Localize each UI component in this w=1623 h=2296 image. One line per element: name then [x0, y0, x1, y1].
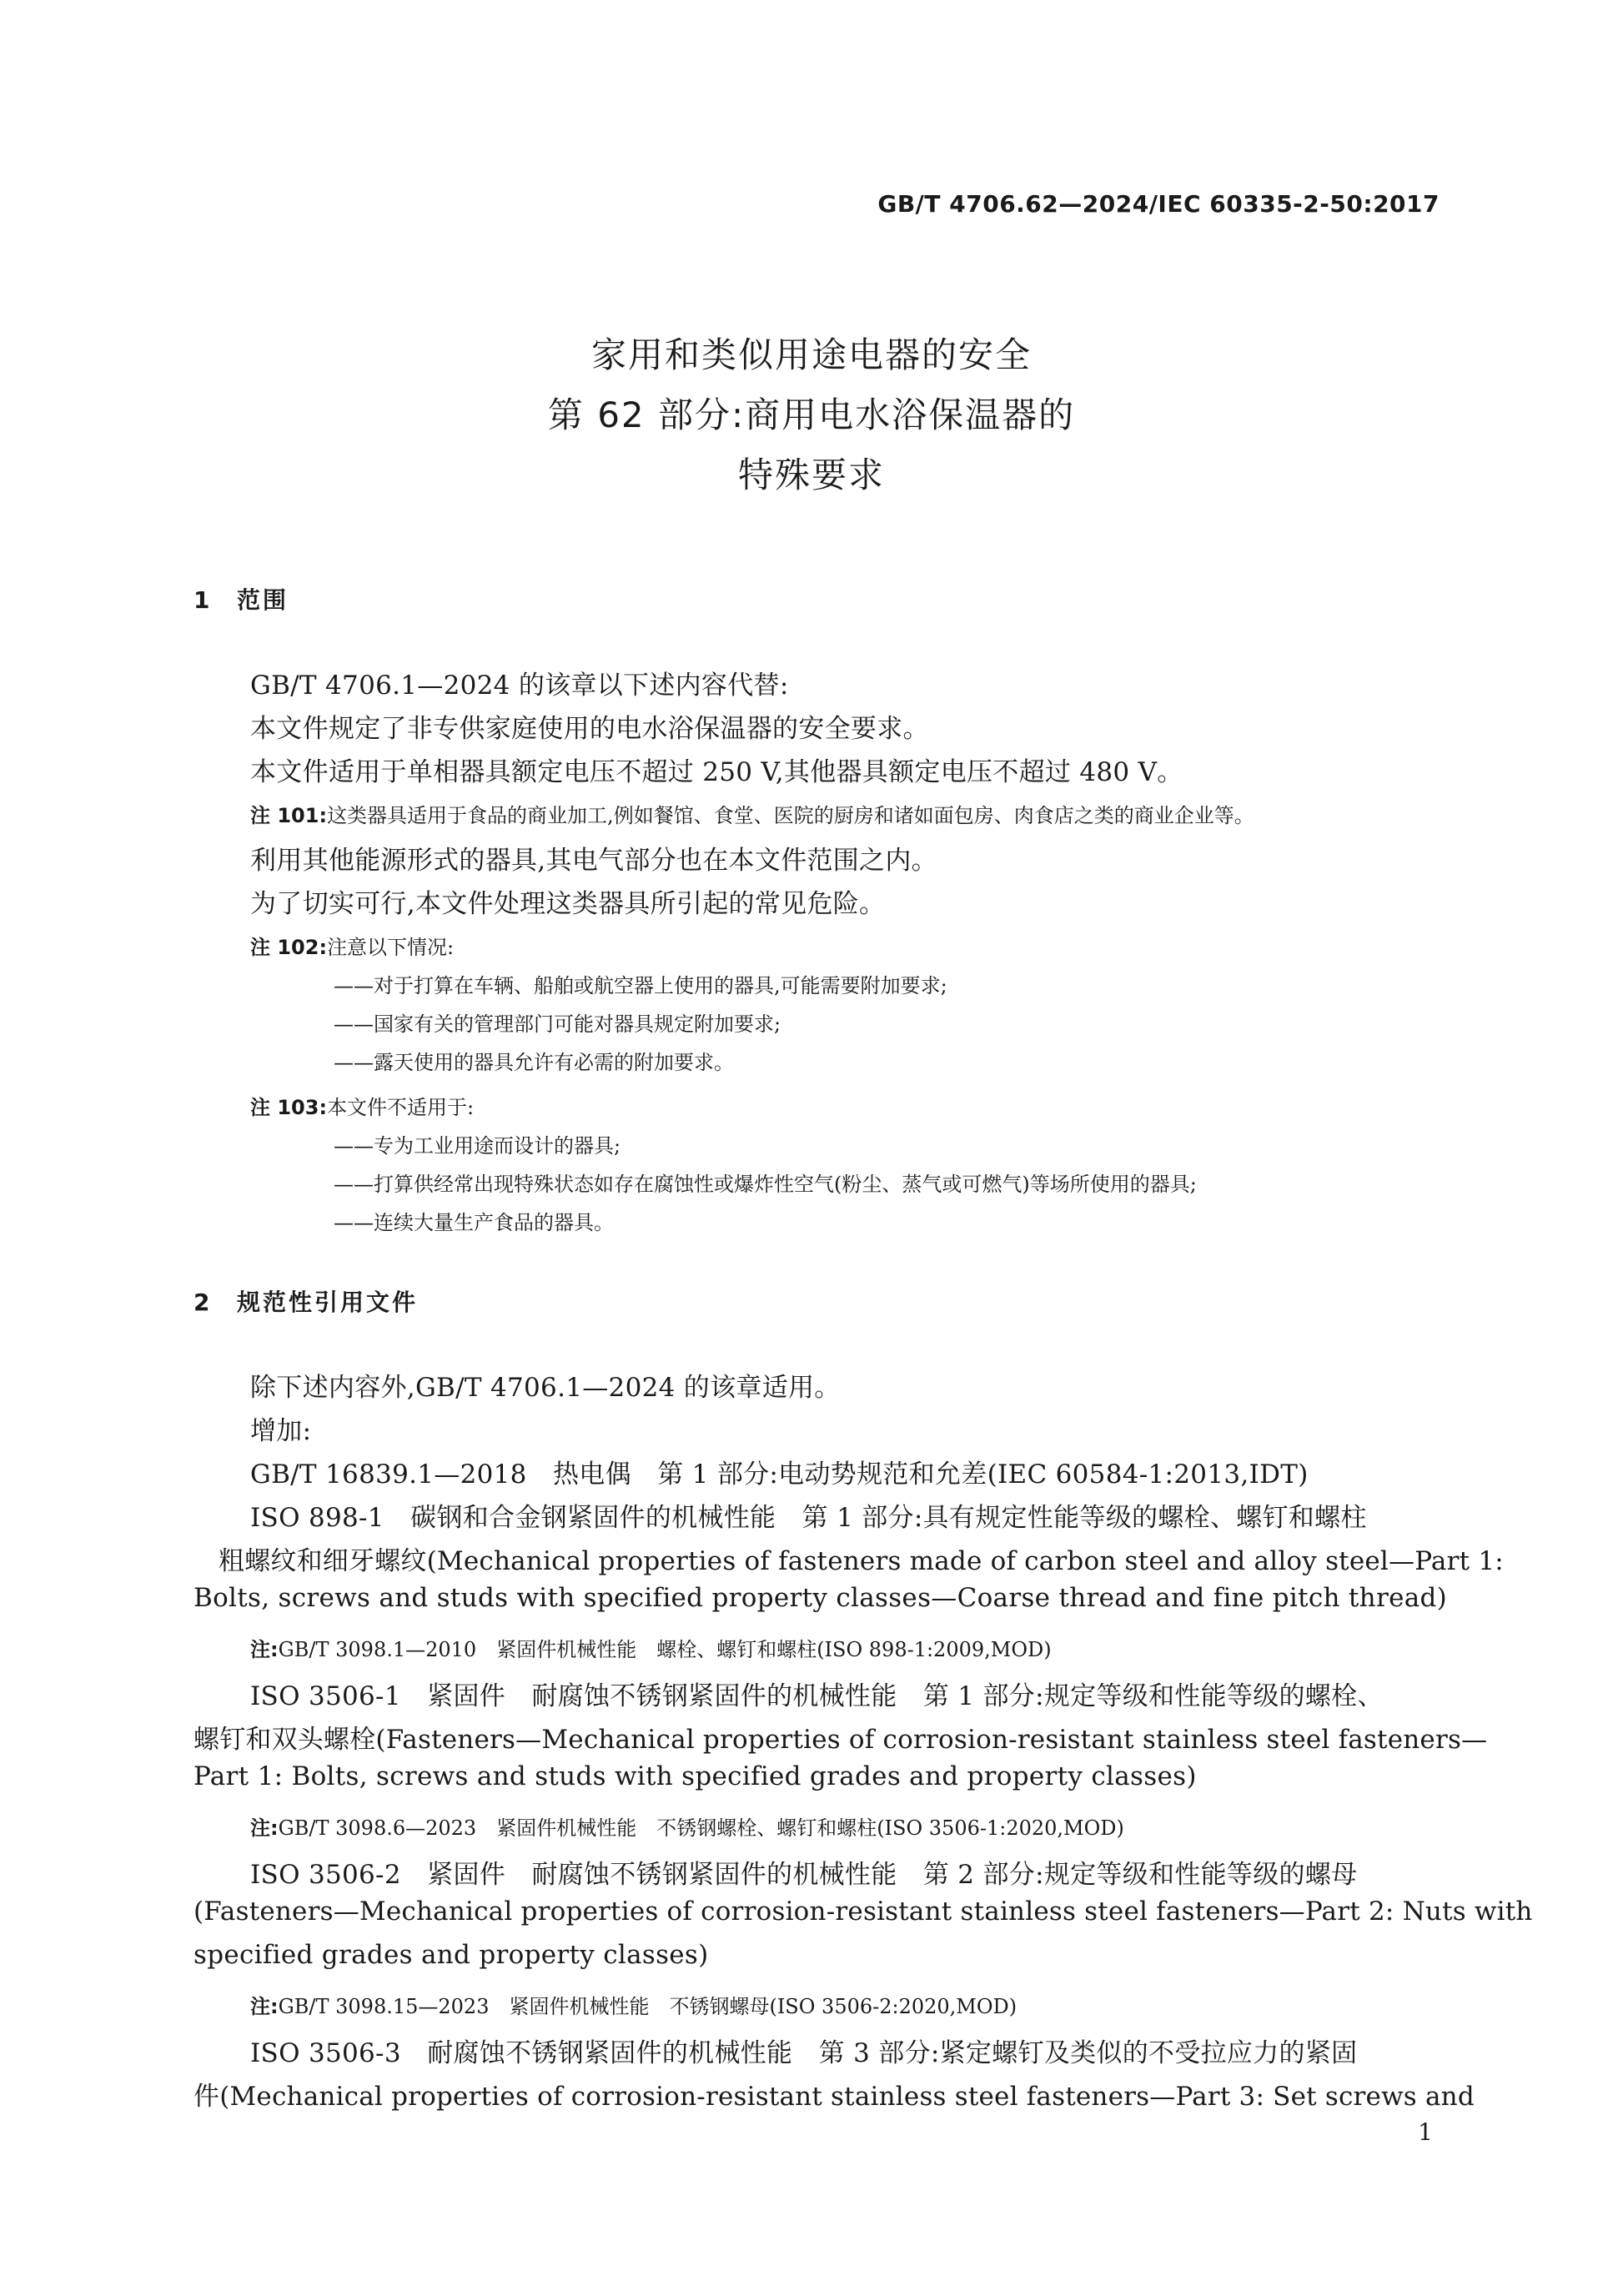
note-102 — [250, 931, 454, 960]
title-line-2: 第 62 部分:商用电水浴保温器的 — [547, 394, 1076, 435]
reference-entry-continued: specified grades and property classes) — [193, 1940, 709, 1970]
reference-entry-continued: Part 1: Bolts, screws and studs with specified grades and property classes) — [193, 1761, 1197, 1791]
note-text: 本文件不适用于: — [327, 1096, 475, 1119]
note-label: 注 103: — [250, 1096, 328, 1119]
paragraph: 本文件规定了非专供家庭使用的电水浴保温器的安全要求。 — [250, 714, 929, 744]
reference-entry: GB/T 16839.1—2018 热电偶 第 1 部分:电动势规范和允差(IEC 60584-1:2013,IDT) — [250, 1459, 1309, 1490]
reference-entry-continued: 粗螺纹和细牙螺纹(Mechanical properties of fasteners made of carbon steel and alloy steel—Part 1: — [219, 1546, 1504, 1576]
paragraph: 增加: — [250, 1416, 312, 1446]
reference-entry-continued: 件(Mechanical properties of corrosion-resistant stainless steel fasteners—Part 3: Set screws and — [193, 2082, 1475, 2112]
reference-entry-continued: 螺钉和双头螺栓(Fasteners—Mechanical properties of corrosion-resistant stainless steel fasteners— — [193, 1725, 1488, 1755]
paragraph: 本文件适用于单相器具额定电压不超过 250 V,其他器具额定电压不超过 480 V。 — [250, 757, 1183, 787]
section-title: 范围 — [237, 586, 289, 614]
note-label: 注 101: — [250, 804, 328, 827]
list-item: ——对于打算在车辆、船舶或航空器上使用的器具,可能需要附加要求; — [334, 974, 947, 997]
reference-entry-continued: Bolts, screws and studs with specified property classes—Coarse thread and fine pitch thread) — [193, 1583, 1448, 1613]
note-label: 注: — [250, 1638, 279, 1661]
list-item: ——连续大量生产食品的器具。 — [334, 1211, 614, 1234]
title-line-3: 特殊要求 — [737, 455, 885, 495]
paragraph: 利用其他能源形式的器具,其电气部分也在本文件范围之内。 — [250, 846, 937, 876]
reference-entry: ISO 3506-2 紧固件 耐腐蚀不锈钢紧固件的机械性能 第 2 部分:规定等级和性能等级的螺母 — [250, 1860, 1358, 1890]
section-number: 1 — [193, 586, 213, 614]
standard-number-header: GB/T 4706.62—2024/IEC 60335-2-50:2017 — [877, 190, 1440, 218]
note-text: GB/T 3098.6—2023 紧固件机械性能 不锈钢螺栓、螺钉和螺柱(ISO 3506-1:2020,MOD) — [278, 1816, 1124, 1840]
note-label: 注 102: — [250, 936, 328, 959]
list-item: ——打算供经常出现特殊状态如存在腐蚀性或爆炸性空气(粉尘、蒸气或可燃气)等场所使用的器具; — [334, 1173, 1197, 1196]
note-label: 注: — [250, 1995, 279, 2018]
title-line-1: 家用和类似用途电器的安全 — [590, 334, 1032, 375]
section-2-heading — [193, 1284, 418, 1318]
note — [250, 1633, 1052, 1662]
note — [250, 1811, 1124, 1841]
list-item: ——露天使用的器具允许有必需的附加要求。 — [334, 1051, 734, 1074]
paragraph: 为了切实可行,本文件处理这类器具所引起的常见危险。 — [250, 889, 886, 919]
paragraph: 除下述内容外,GB/T 4706.1—2024 的该章适用。 — [250, 1373, 841, 1403]
note-text: GB/T 3098.15—2023 紧固件机械性能 不锈钢螺母(ISO 3506-2:2020,MOD) — [278, 1995, 1018, 2018]
page-number: 1 — [1418, 2118, 1433, 2146]
note-text: GB/T 3098.1—2010 紧固件机械性能 螺栓、螺钉和螺柱(ISO 898-1:2009,MOD) — [278, 1638, 1052, 1661]
list-item: ——专为工业用途而设计的器具; — [334, 1134, 621, 1158]
reference-entry-continued: (Fasteners—Mechanical properties of corrosion-resistant stainless steel fasteners—Part 2: Nuts with — [193, 1897, 1533, 1927]
document-title — [0, 325, 1623, 505]
note-text: 这类器具适用于食品的商业加工,例如餐馆、食堂、医院的厨房和诸如面包房、肉食店之类的商业企业等。 — [327, 804, 1254, 827]
note-text: 注意以下情况: — [327, 936, 455, 959]
note-label: 注: — [250, 1816, 279, 1840]
list-item: ——国家有关的管理部门可能对器具规定附加要求; — [334, 1012, 781, 1036]
note-101 — [250, 799, 1254, 828]
section-title: 规范性引用文件 — [237, 1289, 419, 1316]
reference-entry: ISO 3506-1 紧固件 耐腐蚀不锈钢紧固件的机械性能 第 1 部分:规定等级和性能等级的螺栓、 — [250, 1681, 1384, 1711]
reference-entry: ISO 3506-3 耐腐蚀不锈钢紧固件的机械性能 第 3 部分:紧定螺钉及类似的不受拉应力的紧固 — [250, 2038, 1358, 2068]
note — [250, 1990, 1017, 2019]
section-1-heading — [193, 582, 289, 615]
note-103 — [250, 1091, 474, 1120]
section-number: 2 — [193, 1289, 213, 1316]
reference-entry: ISO 898-1 碳钢和合金钢紧固件的机械性能 第 1 部分:具有规定性能等级的螺栓、螺钉和螺柱 — [250, 1503, 1367, 1533]
paragraph: GB/T 4706.1—2024 的该章以下述内容代替: — [250, 671, 789, 701]
